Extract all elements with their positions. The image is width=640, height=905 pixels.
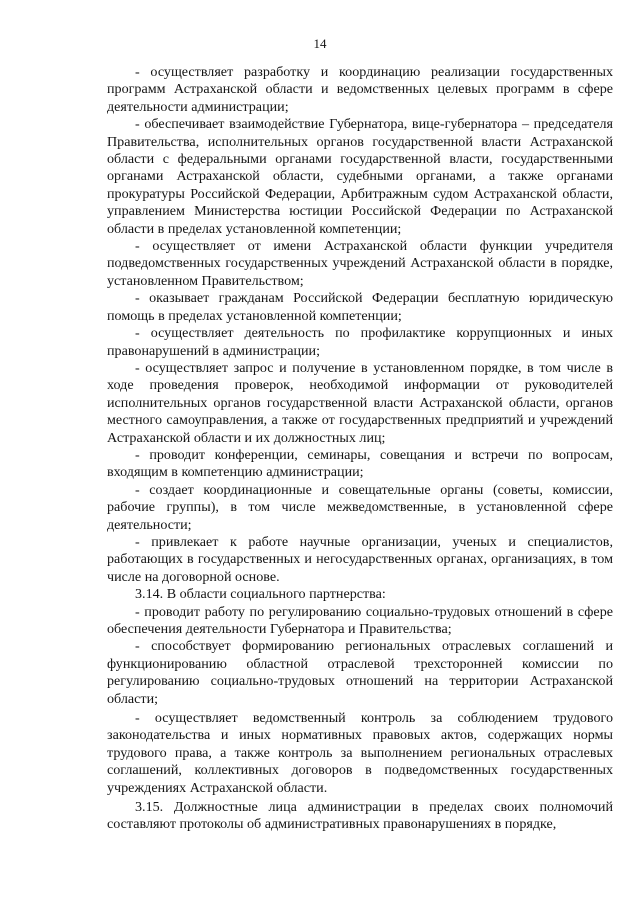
paragraph: - проводит работу по регулированию социально-трудовых отношений в сфере обеспечения деятельности Губернатора и Правительства; <box>107 603 613 637</box>
paragraph: - осуществляет от имени Астраханской области функции учредителя подведомственных государственных учреждений Астраханской области в порядке, установленном Правительством; <box>107 238 613 289</box>
paragraph: - привлекает к работе научные организации, ученых и специалистов, работающих в государственных и негосударственных органах, организациях, в том числе на договорной основе. <box>107 533 613 585</box>
paragraph: - осуществляет запрос и получение в установленном порядке, в том числе в ходе проведения проверок, необходимой информации от руководителей исполнительных органов государственной власти Астраханской области, органов местного самоуправления, а также от государственных предприятий и учреждений Астраханской области и их должностных лиц; <box>107 359 613 446</box>
section-paragraph: 3.15. Должностные лица администрации в пределах своих полномочий составляют протоколы об административных правонарушениях в порядке, <box>107 799 613 833</box>
paragraph: - проводит конференции, семинары, совещания и встречи по вопросам, входящим в компетенцию администрации; <box>107 446 613 481</box>
paragraph: - способствует формированию региональных отраслевых соглашений и функционированию областной отраслевой трехсторонней комиссии по регулированию социально-трудовых отношений на территории Астраханской области; <box>107 638 613 707</box>
paragraph: - создает координационные и совещательные органы (советы, комиссии, рабочие группы), в том числе межведомственные, в установленной сфере деятельности; <box>107 481 613 533</box>
paragraph: - осуществляет разработку и координацию реализации государственных программ Астраханской области и ведомственных целевых программ в сфере деятельности администрации; <box>107 64 613 115</box>
paragraph: - осуществляет деятельность по профилактике коррупционных и иных правонарушений в администрации; <box>107 325 613 359</box>
page-number: 14 <box>313 36 327 51</box>
paragraph: - осуществляет ведомственный контроль за соблюдением трудового законодательства и иных нормативных правовых актов, содержащих нормы трудового права, а также контроль за выполнением региональных отраслевых соглашений, коллективных договоров в подведомственных государственных учреждениях Астраханской области. <box>107 710 613 796</box>
paragraph: - обеспечивает взаимодействие Губернатора, вице-губернатора – председателя Правительства, исполнительных органов государственной власти Астраханской области с федеральными органами государственной власти, государственными органами Астраханской области, судебными органами, а также органами прокуратуры Российской Федерации, Арбитражным судом Астраханской области, управлением Министерства юстиции Российской Федерации по Астраханской области в пределах установленной компетенции; <box>107 116 613 237</box>
section-heading: 3.14. В области социального партнерства: <box>135 586 386 603</box>
paragraph: - оказывает гражданам Российской Федерации бесплатную юридическую помощь в пределах установленной компетенции; <box>107 290 613 324</box>
document-body <box>107 64 613 834</box>
